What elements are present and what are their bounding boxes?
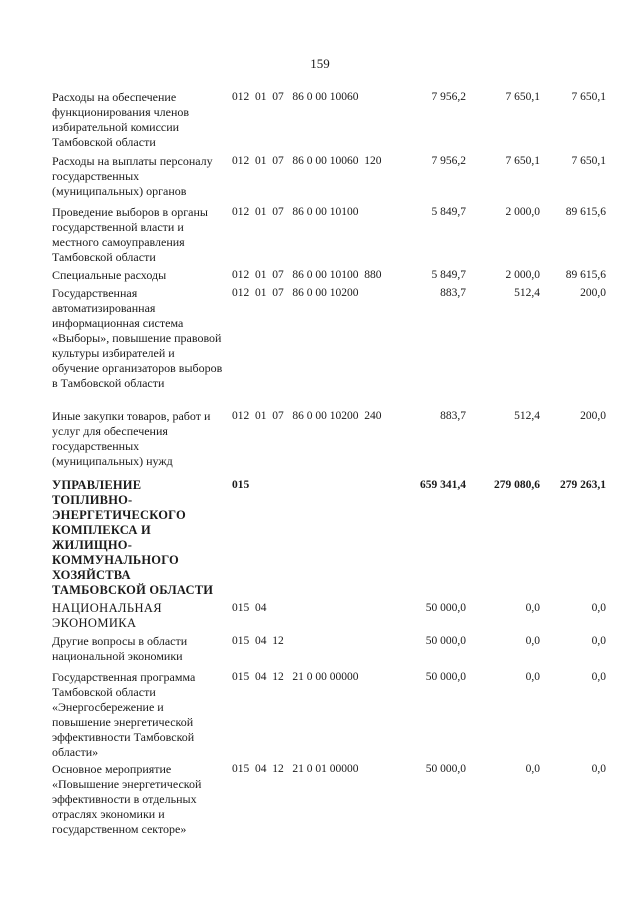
row-code: 015 04 12 21 0 00 00000 [232, 671, 359, 683]
row-code: 012 01 07 86 0 00 10200 [232, 287, 359, 299]
row-name: УПРАВЛЕНИЕ ТОПЛИВНО-ЭНЕРГЕТИЧЕСКОГО КОМПЛЕКСА И ЖИЛИЩНО-КОММУНАЛЬНОГО ХОЗЯЙСТВА ТАМБОВСКОЙ ОБЛАСТИ [52, 478, 214, 597]
row-value-3: 279 263,1 [560, 479, 606, 491]
row-name: Расходы на выплаты персоналу государственных (муниципальных) органов [52, 154, 213, 198]
row-value-1: 50 000,0 [425, 763, 466, 775]
row-value-1: 7 956,2 [431, 155, 466, 167]
row-value-3: 200,0 [580, 287, 606, 299]
row-code: 015 04 12 [232, 635, 284, 647]
row-value-3: 7 650,1 [571, 91, 606, 103]
row-value-1: 5 849,7 [431, 206, 466, 218]
row-value-1: 659 341,4 [420, 479, 466, 491]
row-value-2: 0,0 [525, 635, 540, 647]
page-number: 159 [310, 56, 330, 71]
row-value-1: 50 000,0 [425, 602, 466, 614]
row-code: 012 01 07 86 0 00 10100 880 [232, 269, 382, 281]
row-value-2: 279 080,6 [494, 479, 540, 491]
row-value-3: 7 650,1 [571, 155, 606, 167]
row-name: НАЦИОНАЛЬНАЯ ЭКОНОМИКА [52, 601, 163, 630]
row-value-2: 2 000,0 [505, 269, 540, 281]
row-value-3: 0,0 [591, 763, 606, 775]
row-value-2: 7 650,1 [505, 91, 540, 103]
row-code: 012 01 07 86 0 00 10060 [232, 91, 359, 103]
row-name: Другие вопросы в области национальной экономики [52, 634, 188, 663]
row-name: Проведение выборов в органы государственной власти и местного самоуправления Тамбовской области [52, 205, 208, 264]
row-name: Специальные расходы [52, 268, 167, 282]
row-code: 012 01 07 86 0 00 10100 [232, 206, 359, 218]
row-value-3: 89 615,6 [565, 206, 606, 218]
row-name: Государственная программа Тамбовской области «Энергосбережение и повышение энергетической эффективности Тамбовской области» [52, 670, 196, 759]
row-value-2: 2 000,0 [505, 206, 540, 218]
row-value-2: 7 650,1 [505, 155, 540, 167]
row-name: Основное мероприятие «Повышение энергетической эффективности в отдельных отраслях экономики и государственном секторе» [52, 762, 202, 836]
row-value-1: 883,7 [440, 410, 466, 422]
row-name: Расходы на обеспечение функционирования членов избирательной комиссии Тамбовской области [52, 90, 190, 149]
row-value-2: 512,4 [514, 287, 540, 299]
row-value-2: 0,0 [525, 763, 540, 775]
row-value-1: 50 000,0 [425, 635, 466, 647]
row-value-3: 0,0 [591, 635, 606, 647]
row-name: Государственная автоматизированная информационная система «Выборы», повышение правовой культуры избирателей и обучение организаторов выборов в Тамбовской области [52, 286, 223, 390]
row-code: 012 01 07 86 0 00 10060 120 [232, 155, 382, 167]
row-value-3: 0,0 [591, 602, 606, 614]
row-value-1: 883,7 [440, 287, 466, 299]
row-value-3: 200,0 [580, 410, 606, 422]
row-code: 015 [232, 479, 250, 491]
row-code: 012 01 07 86 0 00 10200 240 [232, 410, 382, 422]
row-value-2: 0,0 [525, 671, 540, 683]
row-name: Иные закупки товаров, работ и услуг для обеспечения государственных (муниципальных) нужд [52, 409, 211, 468]
row-value-2: 512,4 [514, 410, 540, 422]
row-value-1: 5 849,7 [431, 269, 466, 281]
row-value-3: 89 615,6 [565, 269, 606, 281]
row-value-3: 0,0 [591, 671, 606, 683]
row-value-2: 0,0 [525, 602, 540, 614]
row-value-1: 50 000,0 [425, 671, 466, 683]
row-value-1: 7 956,2 [431, 91, 466, 103]
row-code: 015 04 12 21 0 01 00000 [232, 763, 359, 775]
row-code: 015 04 [232, 602, 267, 614]
